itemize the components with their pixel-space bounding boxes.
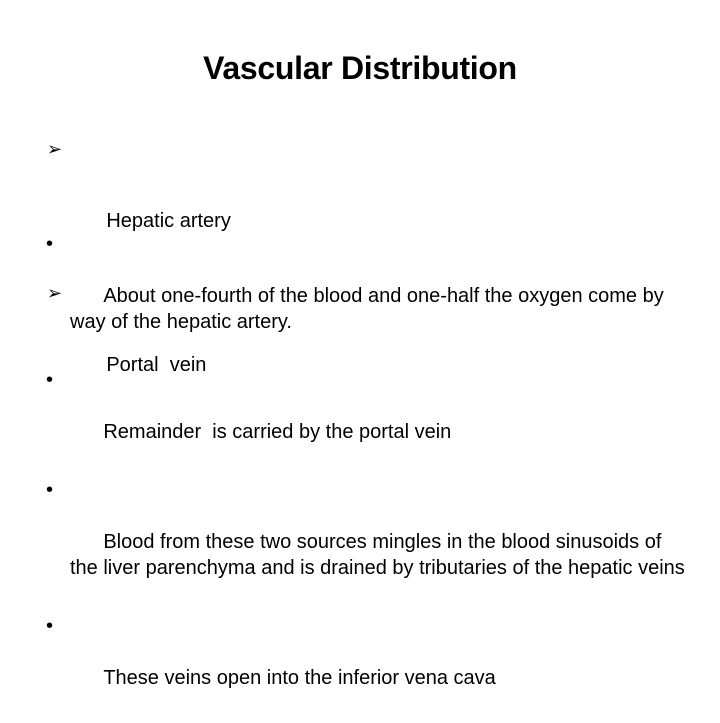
slide-title: Vascular Distribution xyxy=(203,50,517,86)
arrow-bullet-icon: ➢ xyxy=(47,139,63,159)
bullet-item-text: Blood from these two sources mingles in the blood sinusoids of the liver parenchyma and is drained by tributaries of the hepatic veins xyxy=(70,531,685,579)
arrow-item-text: Hepatic artery xyxy=(106,210,231,232)
arrow-bullet-icon: ➢ xyxy=(47,283,63,303)
bullet-item-text: These veins open into the inferior vena cava xyxy=(103,667,496,689)
bullet-item-text: Remainder is carried by the portal vein xyxy=(103,421,452,443)
bullet-list-item xyxy=(46,613,686,717)
dot-bullet-icon: • xyxy=(46,479,54,501)
dot-bullet-icon: • xyxy=(46,233,54,255)
arrow-item-text: Portal vein xyxy=(106,354,207,376)
dot-bullet-icon: • xyxy=(46,615,54,637)
bullet-list-item xyxy=(46,477,686,607)
bullet-list-item xyxy=(46,231,686,361)
bullet-item-text: About one-fourth of the blood and one-half the oxygen come by way of the hepatic artery. xyxy=(70,285,670,333)
dot-bullet-icon: • xyxy=(46,369,54,391)
bullet-list xyxy=(46,231,686,723)
bullet-list-item xyxy=(46,367,686,471)
